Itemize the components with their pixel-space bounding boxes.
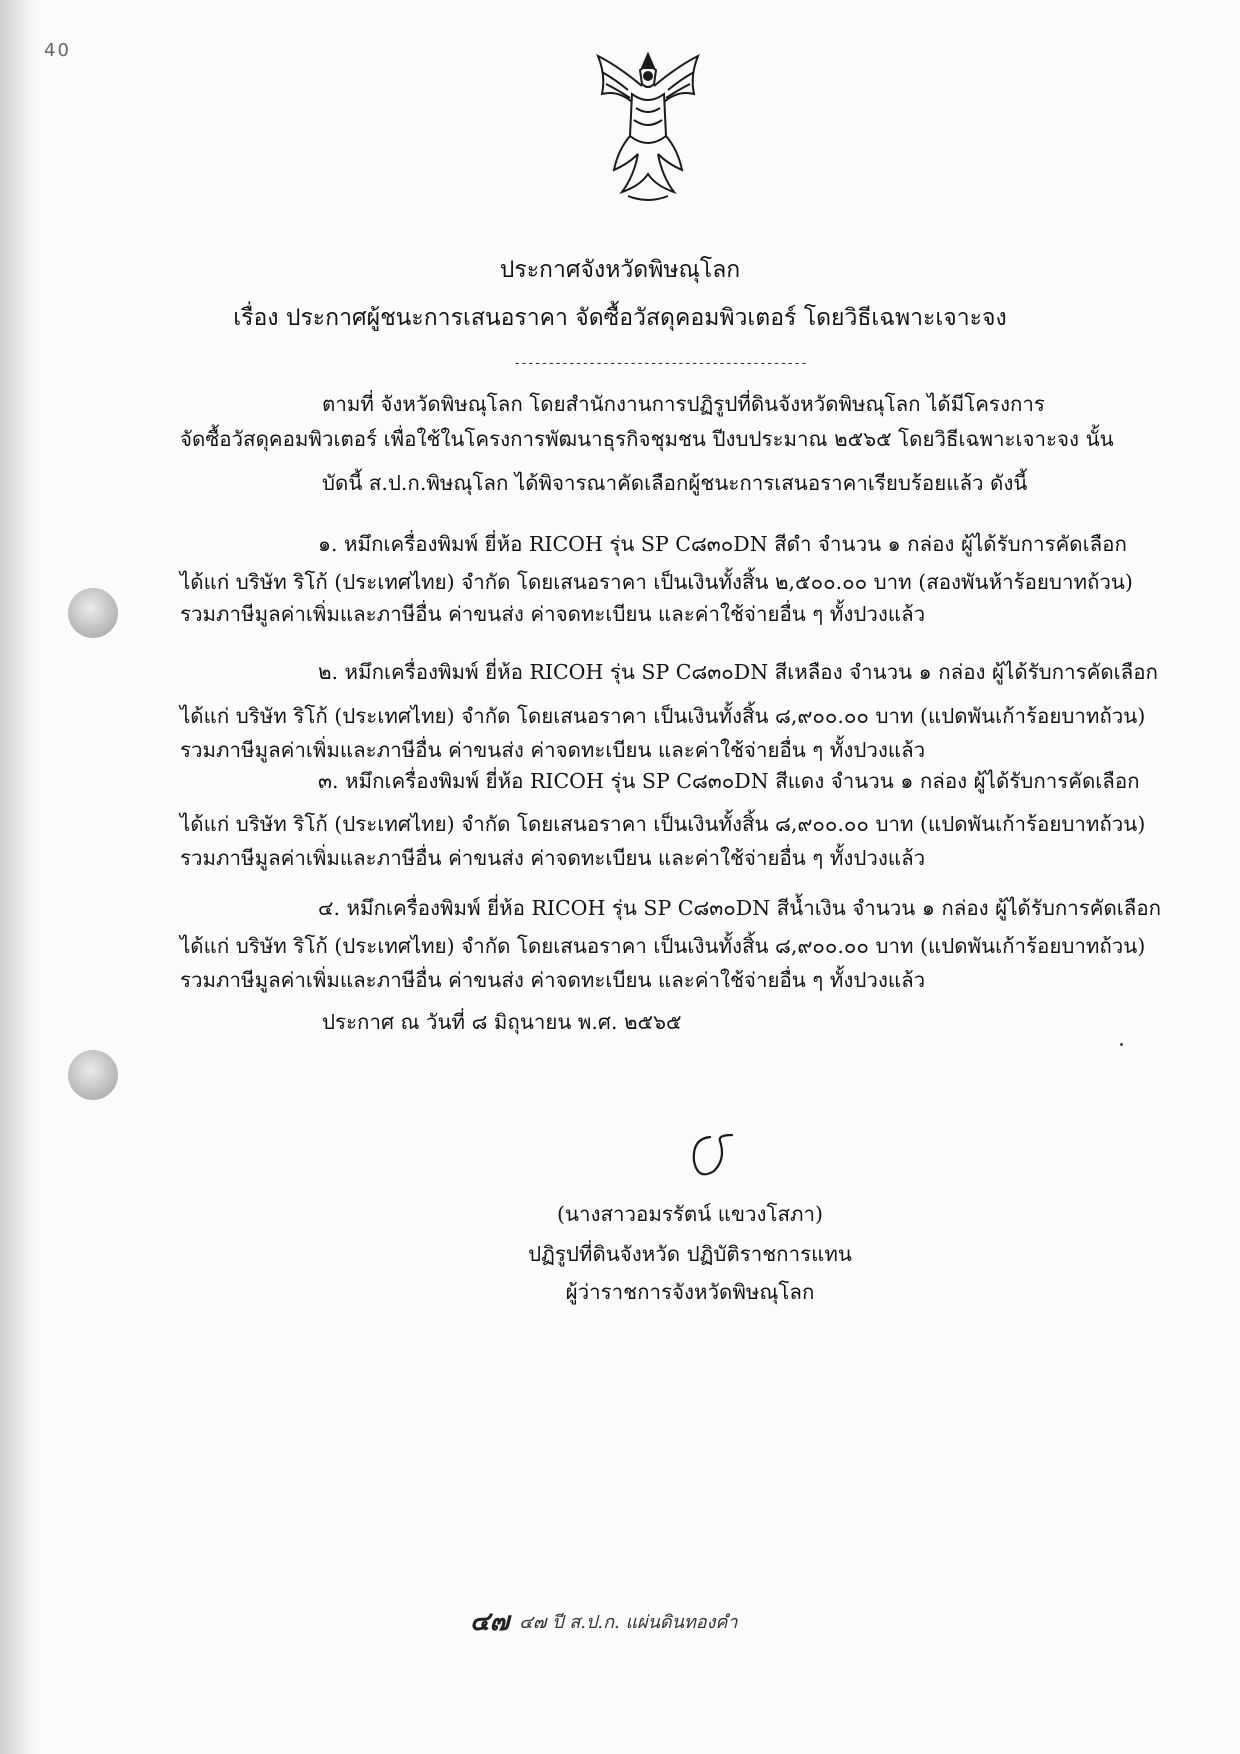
footer-text: ๔๗ ปี ส.ป.ก. แผ่นดินทองคำ (519, 1611, 738, 1633)
separator-line: ------------------------------------------- (513, 356, 807, 371)
item-2-line-3: รวมภาษีมูลค่าเพิ่มและภาษีอื่น ค่าขนส่ง ค่าจดทะเบียน และค่าใช้จ่ายอื่น ๆ ทั้งปวงแล้ว (180, 738, 926, 762)
item-2-line-1: ๒. หมึกเครื่องพิมพ์ ยี่ห้อ RICOH รุ่น SP C๘๓๐DN สีเหลือง จำนวน ๑ กล่อง ผู้ได้รับการคัดเลือก (318, 660, 1158, 684)
punch-hole-bottom (68, 1050, 118, 1100)
announcement-title: ประกาศจังหวัดพิษณุโลก (499, 257, 741, 283)
item-1-line-1: ๑. หมึกเครื่องพิมพ์ ยี่ห้อ RICOH รุ่น SP C๘๓๐DN สีดำ จำนวน ๑ กล่อง ผู้ได้รับการคัดเลือก (318, 532, 1127, 556)
punch-hole-top (68, 588, 118, 638)
handwritten-signature (680, 1125, 740, 1185)
intro-line-1: ตามที่ จังหวัดพิษณุโลก โดยสำนักงานการปฏิรูปที่ดินจังหวัดพิษณุโลก ได้มีโครงการ (322, 392, 1045, 416)
intro-line-3: บัดนี้ ส.ป.ก.พิษณุโลก ได้พิจารณาคัดเลือกผู้ชนะการเสนอราคาเรียบร้อยแล้ว ดังนี้ (322, 471, 1028, 495)
item-4-line-3: รวมภาษีมูลค่าเพิ่มและภาษีอื่น ค่าขนส่ง ค่าจดทะเบียน และค่าใช้จ่ายอื่น ๆ ทั้งปวงแล้ว (180, 968, 926, 992)
announcement-date: ประกาศ ณ วันที่ ๘ มิถุนายน พ.ศ. ๒๕๖๕ (322, 1010, 682, 1034)
item-4-line-2: ได้แก่ บริษัท ริโก้ (ประเทศไทย) จำกัด โดยเสนอราคา เป็นเงินทั้งสิ้น ๘,๙๐๐.๐๐ บาท (แปดพันเก้าร้อยบาทถ้วน) (180, 934, 1146, 958)
garuda-emblem-icon (588, 46, 708, 206)
anniversary-logo: ๔๗ (470, 1606, 510, 1637)
margin-mark (1120, 1043, 1123, 1046)
signatory-position-1: ปฏิรูปที่ดินจังหวัด ปฏิบัติราชการแทน (528, 1242, 852, 1266)
announcement-subject: เรื่อง ประกาศผู้ชนะการเสนอราคา จัดซื้อวัสดุคอมพิวเตอร์ โดยวิธีเฉพาะเจาะจง (233, 305, 1007, 331)
item-3-line-2: ได้แก่ บริษัท ริโก้ (ประเทศไทย) จำกัด โดยเสนอราคา เป็นเงินทั้งสิ้น ๘,๙๐๐.๐๐ บาท (แปดพันเก้าร้อยบาทถ้วน) (180, 812, 1146, 836)
item-3-line-3: รวมภาษีมูลค่าเพิ่มและภาษีอื่น ค่าขนส่ง ค่าจดทะเบียน และค่าใช้จ่ายอื่น ๆ ทั้งปวงแล้ว (180, 846, 926, 870)
item-1-line-3: รวมภาษีมูลค่าเพิ่มและภาษีอื่น ค่าขนส่ง ค่าจดทะเบียน และค่าใช้จ่ายอื่น ๆ ทั้งปวงแล้ว (180, 602, 926, 626)
signatory-position-2: ผู้ว่าราชการจังหวัดพิษณุโลก (565, 1280, 815, 1304)
item-3-line-1: ๓. หมึกเครื่องพิมพ์ ยี่ห้อ RICOH รุ่น SP C๘๓๐DN สีแดง จำนวน ๑ กล่อง ผู้ได้รับการคัดเลือก (318, 769, 1140, 793)
footer-slogan (470, 1601, 738, 1641)
handwritten-page-number: 40 (44, 40, 71, 61)
item-2-line-2: ได้แก่ บริษัท ริโก้ (ประเทศไทย) จำกัด โดยเสนอราคา เป็นเงินทั้งสิ้น ๘,๙๐๐.๐๐ บาท (แปดพันเก้าร้อยบาทถ้วน) (180, 704, 1146, 728)
signatory-name: (นางสาวอมรรัตน์ แขวงโสภา) (556, 1202, 824, 1226)
item-4-line-1: ๔. หมึกเครื่องพิมพ์ ยี่ห้อ RICOH รุ่น SP C๘๓๐DN สีน้ำเงิน จำนวน ๑ กล่อง ผู้ได้รับการคัดเลือก (318, 896, 1162, 920)
intro-line-2: จัดซื้อวัสดุคอมพิวเตอร์ เพื่อใช้ในโครงการพัฒนาธุรกิจชุมชน ปีงบประมาณ ๒๕๖๕ โดยวิธีเฉพาะเจาะจง นั้น (180, 427, 1114, 451)
item-1-line-2: ได้แก่ บริษัท ริโก้ (ประเทศไทย) จำกัด โดยเสนอราคา เป็นเงินทั้งสิ้น ๒,๕๐๐.๐๐ บาท (สองพันห้าร้อยบาทถ้วน) (180, 570, 1133, 594)
